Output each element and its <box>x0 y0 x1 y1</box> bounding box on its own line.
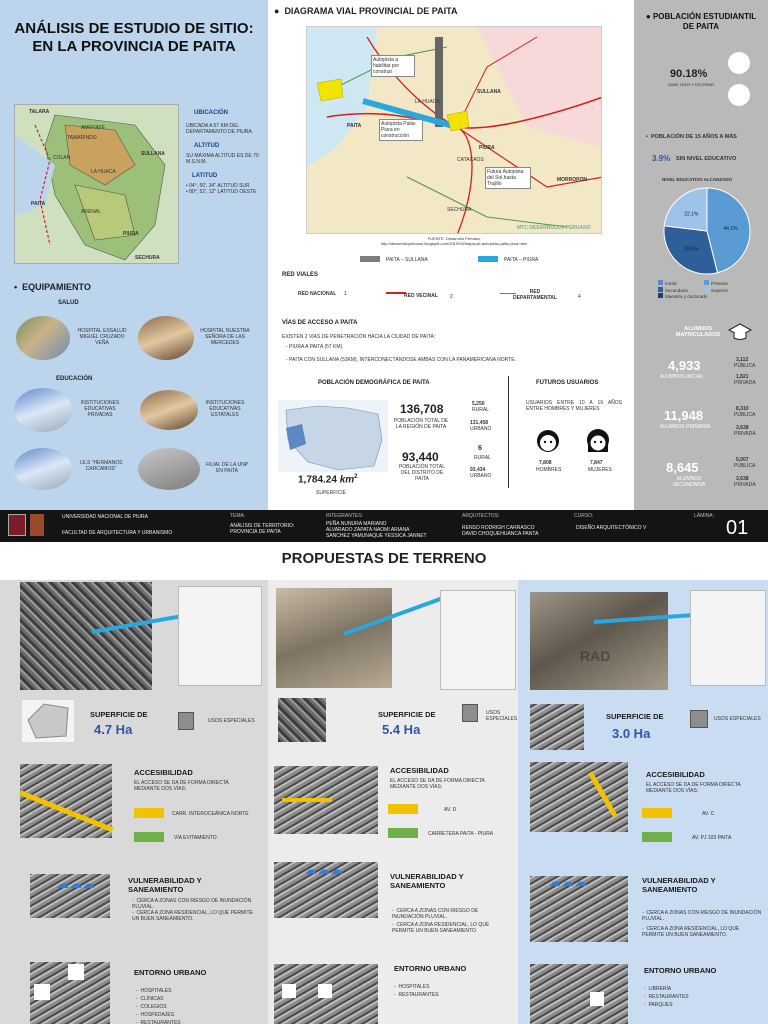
boy-icon <box>536 428 560 454</box>
province-map <box>14 104 179 264</box>
restaurant-icon <box>318 984 332 998</box>
secundaria-priv: 3,638 <box>736 476 749 482</box>
faculty-name: FACULTAD DE ARQUITECTURA Y URBANISMO <box>62 530 173 536</box>
latitud-title: LATITUD <box>192 173 218 179</box>
via-label: AV. D <box>444 807 457 813</box>
red-dep-count: 4 <box>578 294 581 300</box>
lamina-header: LÁMINA: <box>694 513 715 519</box>
red-vecinal: RED VECINAL <box>404 293 438 299</box>
alumnos-title: ALUMNOS MATRICULADOS <box>675 326 721 338</box>
map-label: COLAN <box>53 155 71 161</box>
proposal-2-lot <box>278 698 326 742</box>
inicial-priv: 1,821 <box>736 374 749 380</box>
futuros-text: USUARIOS ENTRE 10 A 19 AÑOS ENTRE HOMBRES Y MUJERES <box>526 400 622 412</box>
usos-label: USOS ESPECIALES <box>486 710 518 722</box>
via-swatch-yellow <box>642 808 672 818</box>
integrantes-header: INTEGRANTES: <box>326 513 363 519</box>
proposal-3-plan <box>690 590 766 686</box>
primaria-total: 11,948 <box>664 408 704 423</box>
title-block <box>0 510 768 542</box>
proposal-3-access-map <box>530 762 628 832</box>
pie-data-label: 22.1% <box>684 211 699 218</box>
map-place: CATACAOS <box>457 157 484 163</box>
boy-icon-svg <box>536 428 560 454</box>
primaria-label: ALUMNOS PRIMARIA <box>660 424 711 430</box>
proposal-3-aerial <box>530 592 668 690</box>
equipamiento-label: EQUIPAMIENTO <box>22 282 91 292</box>
inicial-label: ALUMNOS INICIAL <box>660 374 704 380</box>
legend-dot <box>704 287 709 292</box>
usos-swatch <box>178 712 194 730</box>
proposal-2-area: 5.4 Ha <box>382 722 421 737</box>
ent-item: - CLÍNICAS <box>136 996 164 1002</box>
pie-title: NIVEL EDUCATIVO ALCANZADO <box>662 177 733 182</box>
girl-icon-svg <box>586 428 610 454</box>
university-logo <box>8 514 26 536</box>
pie-slice-superior <box>664 188 707 231</box>
pob-dist-urb: URBANO <box>470 473 492 479</box>
salud-item: HOSPITAL ESSALUD MIGUEL CRUZADO VEÑA <box>77 328 127 346</box>
map-place: SECHURA <box>447 207 472 213</box>
legend-label: PAITA – PIURA <box>504 257 539 263</box>
via-label: CARR. INTEROCEÁNICA NORTE <box>172 811 249 817</box>
map-callout: Autopista a habilitar por construir <box>371 55 415 77</box>
acc-title: ACCESIBILIDAD <box>134 768 193 777</box>
via-swatch-green <box>388 828 418 838</box>
pie-data-label: 29.5% <box>684 246 699 253</box>
altitud-title: ALTITUD <box>194 143 220 149</box>
proposal-1-lot-shape <box>22 700 74 742</box>
literacy-pct: 90.18% <box>670 68 708 80</box>
red-nacional-count: 1 <box>344 291 347 297</box>
poblacion-title: POBLACIÓN DEMOGRÁFICA DE PAITA <box>318 380 430 386</box>
education-pie-chart <box>662 186 752 276</box>
ent-item: - HOSPITALES <box>136 988 172 994</box>
school-state-photo <box>140 390 198 430</box>
hospital-icon <box>68 964 84 980</box>
latitud-line: • 04°, 50', 34" ALTITUD SUR <box>186 183 250 189</box>
school-private-photo <box>14 388 72 432</box>
map-place: LA HUACA <box>415 99 440 105</box>
road-map <box>306 26 602 234</box>
arquitectos-header: ARQUITECTOS: <box>462 513 500 519</box>
graduation-cap-icon <box>728 322 752 342</box>
map-label: LA HUACA <box>91 169 116 175</box>
ent-item: - RESTAURANTES <box>136 1020 181 1024</box>
legend-text: Maestría y doctorado <box>665 294 708 299</box>
rain-cloud-icon: ☁☁☁ <box>304 862 343 877</box>
sup-label: SUPERFICIE DE <box>606 712 664 721</box>
map-place: PIURA <box>479 145 495 151</box>
edu-item: INSTITUCIONES EDUCATIVAS PRIVADAS <box>80 400 120 418</box>
legend-text: Inicial <box>665 281 677 286</box>
ent-text: PARQUES <box>648 1002 673 1008</box>
usos-label: USOS ESPECIALES <box>208 718 255 724</box>
secundaria-pub: 5,007 <box>736 457 749 463</box>
arquitecto: RENSO RODRIGH CARRASCO <box>462 525 535 531</box>
integrante: SANCHEZ YAMUNAQUE YESSICA JANNET <box>326 533 427 539</box>
rain-cloud-icon: ☁☁☁ <box>548 874 587 889</box>
mujeres-label: MUJERES <box>588 467 612 473</box>
via-swatch-yellow <box>134 808 164 818</box>
via-label: AV. C <box>702 811 715 817</box>
vul-item: - CERCA A ZONA RESIDENCIAL, LO QUE PERMITE UN BUEN SANEAMIENTO. <box>392 922 490 934</box>
proposal-3-area: 3.0 Ha <box>612 726 651 741</box>
q15-title: • POBLACIÓN DE 15 AÑOS A MÁS <box>646 134 737 140</box>
right-column <box>634 0 768 510</box>
salud-item: HOSPITAL NUESTRA SEÑORA DE LAS MERCEDES <box>200 328 250 346</box>
vul-item: - CERCA A ZONA RESIDENCIAL, LO QUE PERMITE UN BUEN SANEAMIENTO. <box>132 910 253 922</box>
hombres-label: HOMBRES <box>536 467 562 473</box>
acc-text: EL ACCESO SE DA DE FORMA DIRECTA MEDIANTE DOS VÍAS: <box>646 782 741 794</box>
ent-text: RESTAURANTES <box>398 992 439 998</box>
legend-text: Superior <box>711 287 729 293</box>
district-map-svg <box>278 400 388 472</box>
proposal-panel-2 <box>268 580 518 1024</box>
inicial-pub: 3,112 <box>736 357 749 363</box>
lot-shape-svg <box>22 700 74 742</box>
ent-item: - RESTAURANTES <box>394 992 439 998</box>
ent-text: HOSPEDAJES <box>140 1012 175 1018</box>
legend-text: Primaria <box>711 281 728 286</box>
map-callout: Futura Autopista del Sol hasta Trujillo <box>485 167 531 189</box>
ent-text: HOSPITALES <box>140 988 172 994</box>
vul-title: VULNERABILIDAD Y SANEAMIENTO <box>390 872 464 890</box>
red-vecinal-count: 2 <box>450 294 453 300</box>
usos-label: USOS ESPECIALES <box>714 716 761 722</box>
integrante: PEÑA NUNURA MARIANO <box>326 521 387 527</box>
tema-value: ANÁLISIS DE TERRITORIO: PROVINCIA DE PAITA <box>230 523 295 535</box>
univ-name: UNIVERSIDAD NACIONAL DE PIURA <box>62 514 148 520</box>
latitud-line: • 80°, 52', 12" LATITUD OESTE <box>186 189 257 195</box>
ent-text: RESTAURANTES <box>648 994 689 1000</box>
legend-dot <box>658 287 663 292</box>
vul-text: CERCA A ZONAS CON RIESGO DE INUNDACIÓN PLUVIAL. <box>132 898 252 910</box>
library-icon <box>590 992 604 1006</box>
mujeres-count: 7,847 <box>590 460 603 466</box>
diagram-title: ● DIAGRAMA VIAL PROVINCIAL DE PAITA <box>274 6 458 16</box>
pie-data-label: 44.1% <box>723 226 738 233</box>
via-swatch-green <box>642 832 672 842</box>
proposal-2-aerial <box>276 588 392 688</box>
sup-label: SUPERFICIE DE <box>90 710 148 719</box>
proposal-panel-3 <box>518 580 768 1024</box>
primaria-priv: 3,638 <box>736 425 749 431</box>
pob-dist-rural-n: 6 <box>478 445 482 452</box>
proposal-2-road-yellow <box>282 798 332 802</box>
reading-icon <box>728 52 750 74</box>
proposal-1-plan <box>178 586 262 686</box>
ent-item: - COLEGIOS <box>136 1004 167 1010</box>
via-swatch-green <box>134 832 164 842</box>
legend-text: Secundaria <box>665 287 688 293</box>
ent-text: RESTAURANTES <box>140 1020 181 1024</box>
pob-region-value: 136,708 <box>400 402 444 416</box>
map-label: PIURA <box>123 231 139 237</box>
proposal-3-urban-map <box>530 964 628 1024</box>
vul-text: CERCA A ZONA RESIDENCIAL, LO QUE PERMITE UN BUEN SANEAMIENTO. <box>642 926 740 938</box>
map-callout: Autopista Paita-Piura en construcción <box>379 119 423 141</box>
ent-title: ENTORNO URBANO <box>644 966 717 975</box>
pob-distrito-label: POBLACIÓN TOTAL DEL DISTRITO DE PAITA <box>398 464 446 482</box>
equipamiento-title: • EQUIPAMIENTO <box>14 282 91 292</box>
educacion-title: EDUCACIÓN <box>56 376 93 382</box>
vias-title: VÍAS DE ACCESO A PAITA <box>282 320 358 326</box>
area-number: 1,784.24 <box>298 474 337 486</box>
inicial-pub-label: PÚBLICA <box>734 363 756 369</box>
ubicacion-text: UBICADA A 57 KM DEL DEPARTAMENTO DE PIURA. <box>186 123 254 135</box>
map-label: TALARA <box>29 109 50 115</box>
map-label: SECHURA <box>135 255 160 261</box>
map-source: FUENTE: Desarrollo Peruano <box>427 236 481 241</box>
sheet-title: ANÁLISIS DE ESTUDIO DE SITIO: EN LA PROVINCIA DE PAITA <box>14 20 254 55</box>
area-label: SUPERFICIE <box>316 490 347 496</box>
ubicacion-title: UBICACIÓN <box>194 110 228 116</box>
legend-item <box>704 287 750 294</box>
proposal-2-plan <box>440 590 516 690</box>
curso-value: DISEÑO ARQUITECTÓNICO V <box>576 525 647 531</box>
ent-title: ENTORNO URBANO <box>394 964 467 973</box>
writing-icon <box>728 84 750 106</box>
map-label: SULLANA <box>141 151 165 157</box>
pob-region-rural-n: 5,250 <box>472 401 485 407</box>
proposal-panel-1 <box>0 580 268 1024</box>
vul-item: - CERCA A ZONA RESIDENCIAL, LO QUE PERMITE UN BUEN SANEAMIENTO. <box>642 926 740 938</box>
tema-header: TEMA: <box>230 513 246 519</box>
sup-label: SUPERFICIE DE <box>378 710 436 719</box>
inicial-priv-label: PRIVADA <box>734 380 756 386</box>
proposal-1-aerial <box>20 582 152 690</box>
red-departamental: RED DEPARTAMENTAL <box>513 289 557 301</box>
pob-distrito-value: 93,440 <box>402 450 439 464</box>
edu-item: FILIAL DE LA UNP EN PAITA <box>205 462 249 474</box>
acc-title: ACCESIBILIDAD <box>390 766 449 775</box>
map-place: SULLANA <box>477 89 501 95</box>
vul-text: CERCA A ZONAS CON RIESGO DE INUNDACIÓN PLUVIAL. <box>642 910 762 922</box>
hospital-essalud-photo <box>16 316 70 360</box>
map-label: AMOTAPE <box>81 125 106 131</box>
hospital-icon <box>282 984 296 998</box>
via-swatch-yellow <box>388 804 418 814</box>
altitud-text: SU MÁXIMA ALTITUD ES DE 70 M.S.N.M. <box>186 153 259 165</box>
proposal-1-area: 4.7 Ha <box>94 722 133 737</box>
acc-text: EL ACCESO SE DA DE FORMA DIRECTA MEDIANTE DOS VÍAS: <box>390 778 485 790</box>
area-value <box>298 474 358 485</box>
map-place: PAITA <box>347 123 362 129</box>
curso-header: CURSO: <box>574 513 594 519</box>
ent-text: LIBRERÍA <box>648 986 672 992</box>
ent-text: CLÍNICAS <box>140 996 164 1002</box>
map-place: MORROPON <box>557 177 587 183</box>
edu-item: I.E.S "HERMANOS CARCAMOS" <box>79 460 123 472</box>
vul-title: VULNERABILIDAD Y SANEAMIENTO <box>642 876 716 894</box>
vul-item: - CERCA A ZONAS CON RIESGO DE INUNDACIÓN PLUVIAL. <box>132 898 252 910</box>
q15-pct: 3.9% <box>652 154 671 163</box>
vul-item: - CERCA A ZONAS CON RIESGO DE INUNDACIÓN PLUVIAL. <box>642 910 762 922</box>
rain-cloud-icon: ☁☁☁ <box>56 876 95 891</box>
district-map <box>278 400 388 472</box>
hombres-count: 7,808 <box>539 460 552 466</box>
legend-swatch-cyan <box>478 256 498 262</box>
proposal-3-lot <box>530 704 584 750</box>
red-vecinal-line <box>386 292 406 294</box>
vul-text: CERCA A ZONAS CON RIESGO DE INUNDACIÓN PLUVIAL. <box>392 908 479 920</box>
legend-item <box>658 294 707 299</box>
primaria-pub: 8,310 <box>736 406 749 412</box>
via-label: VÍA EVITAMIENTO <box>174 835 217 841</box>
secundaria-label: ALUMNOS SECUNDARIA <box>672 476 706 488</box>
legend-dot <box>704 280 709 285</box>
q15-label: POBLACIÓN DE 15 AÑOS A MÁS <box>650 134 737 140</box>
usos-swatch <box>690 710 708 728</box>
estudiantil-title-label: POBLACIÓN ESTUDIANTIL DE PAITA <box>652 12 757 31</box>
legend-dot <box>658 280 663 285</box>
usos-swatch <box>462 704 478 722</box>
legend-label: PAITA – SULLANA <box>386 257 428 263</box>
pob-dist-rural: RURAL <box>474 455 491 461</box>
vias-intro: EXISTEN 2 VÍAS DE PENETRACIÓN HACIA LA CIUDAD DE PAITA: <box>282 334 436 340</box>
integrante: ALVARADO ZAPATA NAOMI ARIANA <box>326 527 410 533</box>
area-unit: km <box>339 474 355 486</box>
salud-title: SALUD <box>58 300 79 306</box>
map-source-url: http://desarrolloperuano.blogspot.com/2019/09/mapa-de-autopista-paita-piura.html <box>380 241 528 246</box>
map-label: TAMARINDO <box>67 135 97 141</box>
pob-region-label: POBLACIÓN TOTAL DE LA REGIÓN DE PAITA <box>393 418 449 430</box>
q15-sin-nivel: SIN NIVEL EDUCATIVO <box>676 156 737 162</box>
secundaria-priv-label: PRIVADA <box>734 482 756 488</box>
vias-item: - PAITA CON SULLANA (53KM), INTERCONECTÁNDOSE AMBAS CON LA PANAMERICANA NORTE. <box>286 357 516 363</box>
vul-text: CERCA A ZONA RESIDENCIAL, LO QUE PERMITE UN BUEN SANEAMIENTO. <box>392 922 490 934</box>
secundaria-pub-label: PÚBLICA <box>734 463 756 469</box>
vias-item: - PIURA A PAITA (57 KM). <box>286 344 344 350</box>
primaria-priv-label: PRIVADA <box>734 431 756 437</box>
edu-item: INSTITUCIONES EDUCATIVAS ESTATALES <box>205 400 245 418</box>
graduation-cap-svg <box>728 322 752 342</box>
primaria-pub-label: PÚBLICA <box>734 412 756 418</box>
ent-item: - PARQUES <box>644 1002 673 1008</box>
ent-text: COLEGIOS <box>140 1004 167 1010</box>
faculty-logo <box>30 514 44 536</box>
middle-column <box>268 0 634 510</box>
legend-swatch-gray <box>360 256 380 262</box>
hospital-mercedes-photo <box>138 316 194 360</box>
arquitecto: DAVID CHOQUEHUANCA PANTA <box>462 531 539 537</box>
acc-text: EL ACCESO SE DA DE FORMA DIRECTA MEDIANTE DOS VÍAS: <box>134 780 229 792</box>
ent-item: - HOSPITALES <box>394 984 430 990</box>
ent-title: ENTORNO URBANO <box>134 968 207 977</box>
map-label: ARENAL <box>81 209 102 215</box>
ent-item: - RESTAURANTES <box>644 994 689 1000</box>
ent-item: - LIBRERÍA <box>644 986 672 992</box>
literacy-label: SABE LEER Y ESCRIBIR <box>668 82 714 87</box>
pob-region-urb-n: 131,458 <box>470 420 489 426</box>
ies-photo <box>14 448 72 490</box>
legend-item <box>658 287 704 294</box>
red-nacional: RED NACIONAL <box>298 291 337 297</box>
divider <box>508 376 509 488</box>
vul-text: CERCA A ZONA RESIDENCIAL, LO QUE PERMITE UN BUEN SANEAMIENTO. <box>132 910 253 922</box>
map-label: PAITA <box>31 201 46 207</box>
pie-legend <box>658 280 758 300</box>
unp-photo <box>138 448 200 490</box>
acc-title: ACCESIBILIDAD <box>646 770 705 779</box>
map-watermark: MTC DESARROLLO PERUANO <box>517 225 591 231</box>
via-label: CARRETERA PAITA - PIURA <box>428 831 494 837</box>
lamina-number: 01 <box>726 517 749 539</box>
inicial-total: 4,933 <box>668 358 701 373</box>
school-icon <box>34 984 50 1000</box>
futuros-title: FUTUROS USUARIOS <box>536 380 599 386</box>
road-map-svg <box>307 27 602 234</box>
location-info <box>186 110 262 195</box>
red-viales-title: RED VIALES <box>282 272 319 278</box>
ent-item: - HOSPEDAJES <box>136 1012 175 1018</box>
pob-dist-urb-n: 93,434 <box>470 467 486 473</box>
via-label: AV. PJ 103 PAITA <box>692 835 732 841</box>
secundaria-total: 8,645 <box>666 460 699 475</box>
vul-item: - CERCA A ZONAS CON RIESGO DE INUNDACIÓN PLUVIAL. <box>392 908 479 920</box>
diagram-title-label: DIAGRAMA VIAL PROVINCIAL DE PAITA <box>284 6 458 16</box>
vul-title: VULNERABILIDAD Y SANEAMIENTO <box>128 876 202 894</box>
pob-region-rural: RURAL <box>472 407 489 413</box>
left-column <box>0 0 268 510</box>
pob-region-urb: URBANO <box>470 426 492 432</box>
estudiantil-title: ● POBLACIÓN ESTUDIANTIL DE PAITA <box>645 12 757 31</box>
ent-text: HOSPITALES <box>398 984 430 990</box>
proposal-3-watermark: RAD <box>580 648 611 664</box>
legend-dot <box>658 293 663 298</box>
area-exponent: 2 <box>354 474 358 480</box>
propuestas-title: PROPUESTAS DE TERRENO <box>281 550 487 567</box>
girl-icon <box>586 428 610 454</box>
